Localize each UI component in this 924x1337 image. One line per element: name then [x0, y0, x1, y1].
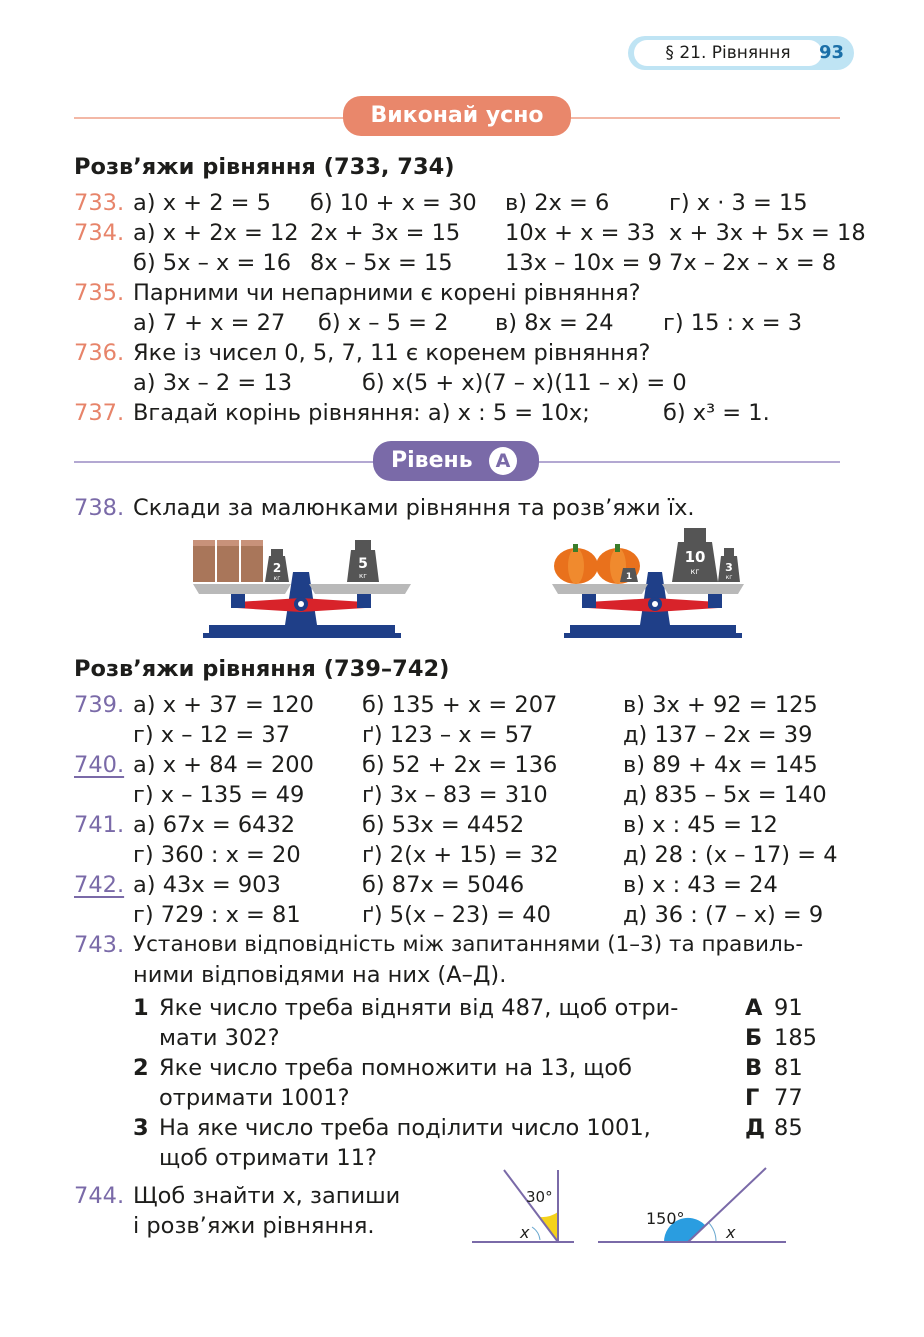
- q1-number: 1: [133, 995, 149, 1021]
- problem-741-number: 741.: [74, 812, 125, 838]
- p738-text: Склади за малюнками рівняння та розв’яжи їх.: [133, 495, 695, 521]
- problem-742-number: 742.: [74, 872, 125, 898]
- answer-c-key: В: [745, 1055, 763, 1081]
- p735-a: а) 7 + x = 27: [133, 310, 286, 336]
- p733-d: г) x · 3 = 15: [669, 190, 808, 216]
- p741-e: ґ) 2(x + 15) = 32: [362, 842, 559, 868]
- p739-f: д) 137 – 2x = 39: [623, 722, 813, 748]
- p734-r1-2: 2x + 3x = 15: [310, 220, 461, 246]
- level-letter: А: [495, 450, 511, 472]
- problem-739-number: 739.: [74, 692, 125, 718]
- p742-e: ґ) 5(x – 23) = 40: [362, 902, 551, 928]
- p741-c: в) x : 45 = 12: [623, 812, 778, 838]
- scale2-weight1: 1: [625, 572, 633, 582]
- level-heading: [373, 441, 539, 481]
- p741-a: а) 67x = 6432: [133, 812, 296, 838]
- problem-737-number: 737.: [74, 400, 125, 426]
- answer-c-value: 81: [774, 1055, 803, 1081]
- p742-b: б) 87x = 5046: [362, 872, 525, 898]
- box-1: [193, 540, 215, 582]
- problem-738-number: 738.: [74, 495, 125, 521]
- p735-b: б) x – 5 = 2: [318, 310, 449, 336]
- q3-number: 3: [133, 1115, 149, 1141]
- section-tag: [628, 36, 854, 70]
- scale2-weight2: 10: [684, 548, 706, 566]
- block2-title: Розв’яжи рівняння (739–742): [74, 656, 450, 682]
- p740-f: д) 835 – 5x = 140: [623, 782, 827, 808]
- answer-e-key: Д: [745, 1115, 766, 1141]
- answer-a-key: А: [745, 995, 763, 1021]
- oral-divider-left: [74, 117, 344, 119]
- level-divider-left: [74, 461, 374, 463]
- p743-line2: ними відповідями на них (А–Д).: [133, 962, 507, 988]
- problem-736-number: 736.: [74, 340, 125, 366]
- p734-r1-1: а) x + 2x = 12: [133, 220, 299, 246]
- p734-r2-1: б) 5x – x = 16: [133, 250, 292, 276]
- q1-line2: мати 302?: [159, 1025, 280, 1051]
- problem-734-number: 734.: [74, 220, 125, 246]
- answer-a-value: 91: [774, 995, 803, 1021]
- p740-d: г) x – 135 = 49: [133, 782, 305, 808]
- q2-line1: Яке число треба помножити на 13, щоб: [159, 1055, 632, 1081]
- p742-d: г) 729 : x = 81: [133, 902, 301, 928]
- p736-a: а) 3x – 2 = 13: [133, 370, 293, 396]
- p737-text: Вгадай корінь рівняння: а) x : 5 = 10x;: [133, 400, 590, 426]
- angle1-label: 30°: [526, 1188, 553, 1206]
- balance-scale-2-illustration: [548, 524, 748, 642]
- oral-heading: Виконай усно: [343, 96, 571, 136]
- p742-c: в) x : 43 = 24: [623, 872, 778, 898]
- p744-line2: і розв’яжи рівняння.: [133, 1213, 375, 1239]
- p735-c: в) 8x = 24: [495, 310, 614, 336]
- p734-r2-3: 13x – 10x = 9: [505, 250, 662, 276]
- problem-743-number: 743.: [74, 932, 125, 958]
- p739-e: ґ) 123 – x = 57: [362, 722, 534, 748]
- p741-d: г) 360 : x = 20: [133, 842, 301, 868]
- p734-r1-3: 10x + x = 33: [505, 220, 656, 246]
- p743-line1: Установи відповідність між запитаннями (1–3) та правиль-: [133, 932, 804, 957]
- p735-d: г) 15 : x = 3: [663, 310, 803, 336]
- box-3: [241, 540, 263, 582]
- scale2-weight3: 3: [725, 561, 733, 574]
- p733-b: б) 10 + x = 30: [310, 190, 477, 216]
- answer-d-value: 77: [774, 1085, 803, 1111]
- q3-line2: щоб отримати 11?: [159, 1145, 377, 1171]
- answer-b-value: 185: [774, 1025, 817, 1051]
- section-title: § 21. Рівняння: [634, 40, 822, 66]
- p737-b: б) x³ = 1.: [663, 400, 770, 426]
- answer-b-key: Б: [745, 1025, 763, 1051]
- svg-text:кг: кг: [725, 574, 733, 581]
- p739-a: а) x + 37 = 120: [133, 692, 314, 718]
- p736-text: Яке із чисел 0, 5, 7, 11 є коренем рівняння?: [133, 340, 651, 366]
- svg-text:кг: кг: [690, 567, 700, 576]
- p741-b: б) 53x = 4452: [362, 812, 525, 838]
- svg-text:кг: кг: [273, 575, 281, 582]
- answer-d-key: Г: [745, 1085, 760, 1111]
- q2-line2: отримати 1001?: [159, 1085, 350, 1111]
- p734-r2-4: 7x – 2x – x = 8: [669, 250, 837, 276]
- scale1-weight1: 2: [272, 561, 282, 575]
- problem-744-number: 744.: [74, 1183, 125, 1209]
- problem-735-number: 735.: [74, 280, 125, 306]
- p733-a: а) x + 2 = 5: [133, 190, 271, 216]
- angle-figure-1: [468, 1168, 578, 1252]
- answer-e-value: 85: [774, 1115, 803, 1141]
- p740-b: б) 52 + 2x = 136: [362, 752, 558, 778]
- q3-line1: На яке число треба поділити число 1001,: [159, 1115, 651, 1141]
- oral-divider-right: [570, 117, 840, 119]
- p740-e: ґ) 3x – 83 = 310: [362, 782, 548, 808]
- angle-figure-2: [594, 1166, 790, 1256]
- svg-text:кг: кг: [359, 572, 367, 580]
- p742-a: а) 43x = 903: [133, 872, 281, 898]
- scale1-weight2: 5: [358, 556, 368, 572]
- p734-r2-2: 8x – 5x = 15: [310, 250, 453, 276]
- q1-line1: Яке число треба відняти від 487, щоб отри-: [159, 995, 679, 1021]
- p739-b: б) 135 + x = 207: [362, 692, 558, 718]
- p739-d: г) x – 12 = 37: [133, 722, 291, 748]
- problem-733-number: 733.: [74, 190, 125, 216]
- p740-a: а) x + 84 = 200: [133, 752, 314, 778]
- p736-b: б) x(5 + x)(7 – x)(11 – x) = 0: [362, 370, 687, 396]
- page-number: 93: [818, 42, 844, 63]
- p735-text: Парними чи непарними є корені рівняння?: [133, 280, 641, 306]
- level-letter-badge: [489, 447, 517, 475]
- angle2-label: 150°: [646, 1209, 685, 1228]
- problem-740-number: 740.: [74, 752, 125, 778]
- p744-line1: Щоб знайти x, запиши: [133, 1183, 401, 1209]
- level-label: Рівень: [391, 448, 473, 473]
- p734-r1-4: x + 3x + 5x = 18: [669, 220, 866, 246]
- p739-c: в) 3x + 92 = 125: [623, 692, 818, 718]
- p740-c: в) 89 + 4x = 145: [623, 752, 818, 778]
- angle1-var: x: [520, 1223, 530, 1242]
- box-2: [217, 540, 239, 582]
- p741-f: д) 28 : (x – 17) = 4: [623, 842, 838, 868]
- level-divider-right: [538, 461, 840, 463]
- angle2-var: x: [726, 1223, 736, 1242]
- p742-f: д) 36 : (7 – x) = 9: [623, 902, 824, 928]
- block1-title: Розв’яжи рівняння (733, 734): [74, 154, 455, 180]
- p733-c: в) 2x = 6: [505, 190, 610, 216]
- q2-number: 2: [133, 1055, 149, 1081]
- balance-scale-1-illustration: [185, 532, 415, 642]
